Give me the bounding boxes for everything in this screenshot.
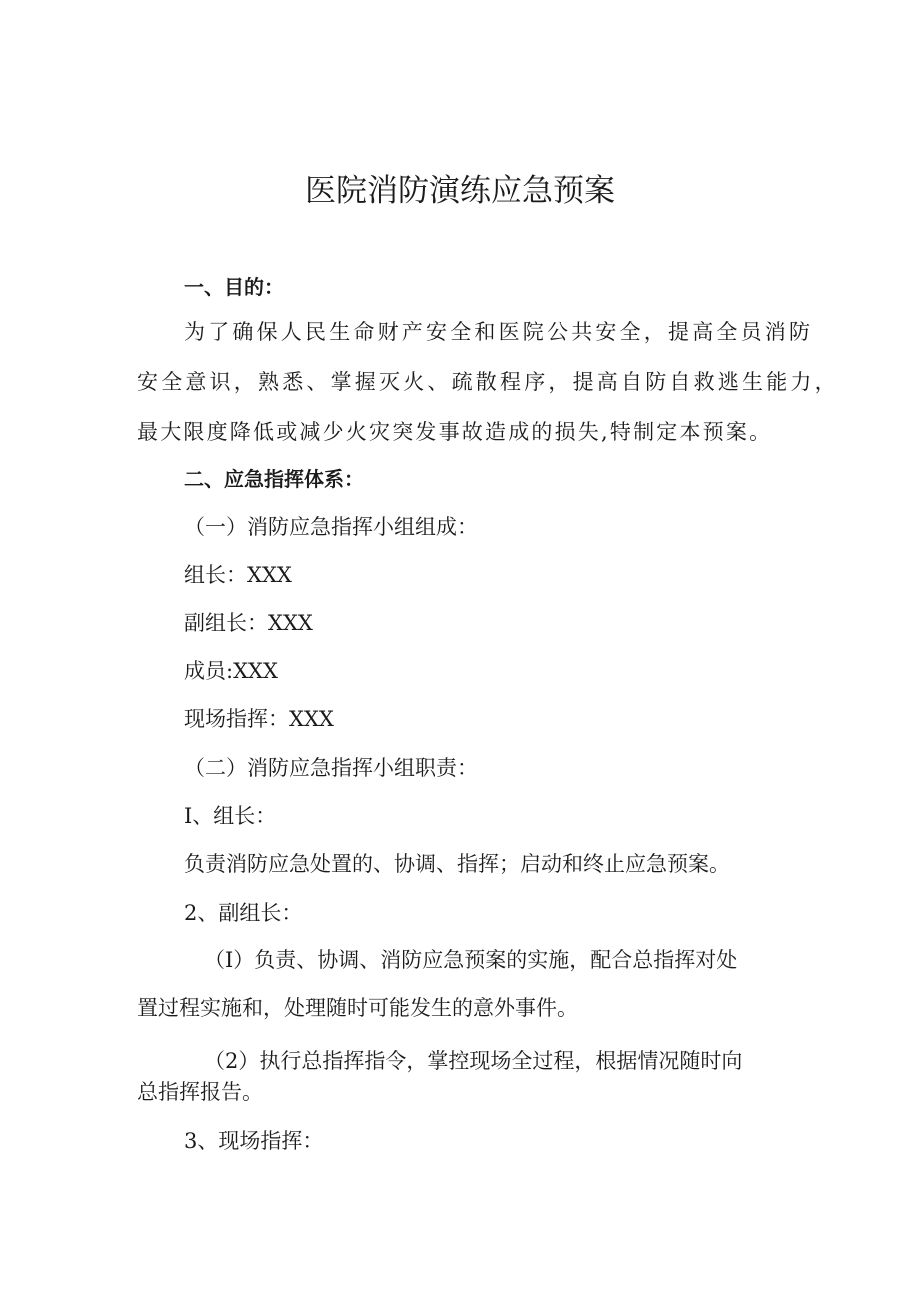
duty-text-line: （I）负责、协调、消防应急预案的实施，配合总指挥对处 [204,948,738,972]
member-line: 副组长：XXX [184,611,313,635]
document-title: 医院消防演练应急预案 [305,173,615,209]
section-heading-purpose: 一、目的： [184,275,284,299]
duty-text-line: （2）执行总指挥指令，掌控现场全过程，根据情况随时向 [204,1049,743,1073]
duty-heading-site-commander: 3、现场指挥： [184,1129,324,1153]
member-line: 现场指挥：XXX [184,707,334,731]
duty-heading-leader: I、组长： [184,804,277,828]
subsection-heading-duties: （二）消防应急指挥小组职责： [184,756,478,780]
section-heading-command-system: 二、应急指挥体系： [184,467,364,491]
member-line: 成员:XXX [184,659,278,683]
duty-heading-deputy: 2、副组长： [184,901,303,925]
duty-text-line: 总指挥报告。 [137,1080,263,1104]
duty-text-leader: 负责消防应急处置的、协调、指挥；启动和终止应急预案。 [184,852,730,876]
duty-text-line: 置过程实施和，处理随时可能发生的意外事件。 [137,996,578,1020]
paragraph-line: 安全意识，熟悉、掌握灭火、疏散程序，提高自防自救逃生能力， [137,370,839,394]
subsection-heading-composition: （一）消防应急指挥小组组成： [184,515,478,539]
paragraph-line: 最大限度降低或减少火灾突发事故造成的损失,特制定本预案。 [137,420,773,444]
member-line: 组长：XXX [184,563,292,587]
paragraph-line: 为了确保人民生命财产安全和医院公共安全，提高全员消防 [184,320,814,344]
